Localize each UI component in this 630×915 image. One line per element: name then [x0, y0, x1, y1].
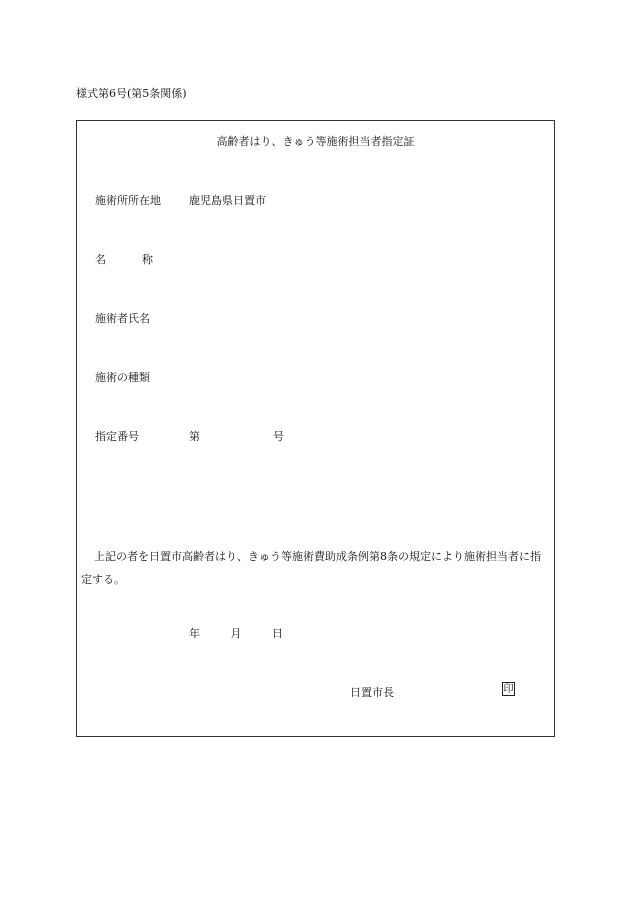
certificate-frame [76, 120, 555, 737]
address-value: 鹿児島県日置市 [189, 194, 266, 207]
designation-number-prefix: 第 [189, 430, 200, 443]
name-label-first: 名 [95, 253, 106, 266]
date-year: 年 [189, 627, 200, 640]
practitioner-label: 施術者氏名 [95, 312, 150, 325]
designation-number-suffix: 号 [273, 430, 284, 443]
date-month: 月 [230, 627, 242, 640]
designation-number-label: 指定番号 [95, 430, 139, 443]
address-label: 施術所所在地 [95, 194, 161, 207]
issuer-title: 日置市長 [350, 686, 394, 699]
designation-statement: 上記の者を日置市高齢者はり、きゅう等施術費助成条例第8条の規定により施術担当者に指定する。 [81, 550, 541, 586]
form-number: 様式第6号(第5条関係) [76, 87, 187, 100]
treatment-type-label: 施術の種類 [95, 371, 150, 384]
issue-date [189, 625, 283, 641]
name-label [95, 251, 153, 267]
date-day: 日 [272, 627, 283, 640]
name-label-second: 称 [142, 253, 153, 266]
certificate-title: 高齢者はり、きゅう等施術担当者指定証 [216, 135, 415, 148]
seal-box: 印 [503, 684, 514, 695]
